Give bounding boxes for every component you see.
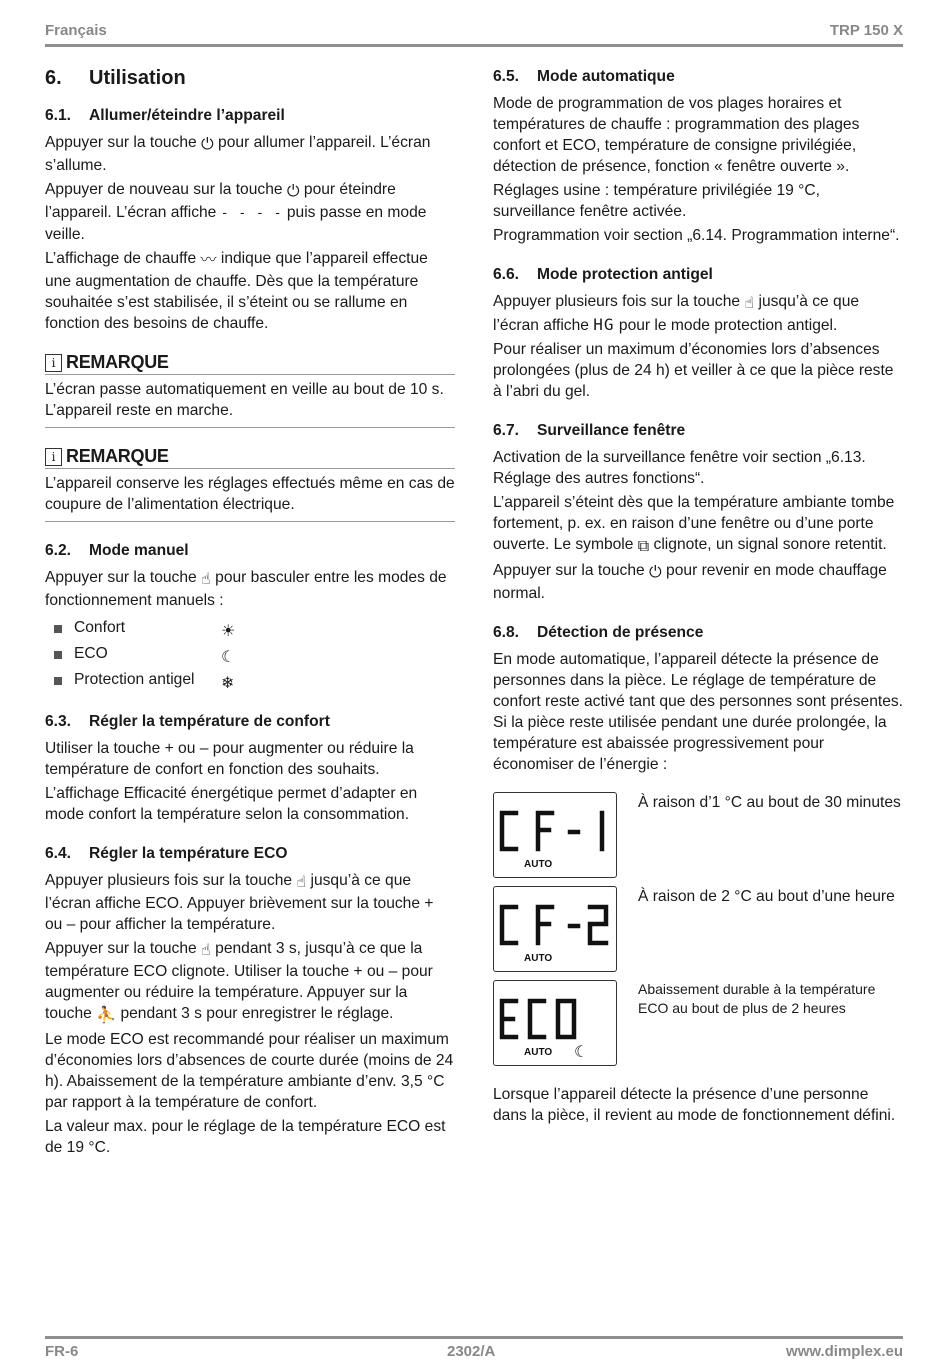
paragraph: Réglages usine : température privilégiée 19 °C, surveillance fenêtre activée.: [493, 182, 820, 220]
power-icon: ⏻: [286, 183, 300, 200]
hand-icon: ☝: [744, 295, 755, 312]
paragraph: Programmation voir section „6.14. Programmation interne“.: [493, 227, 900, 244]
paragraph: Lorsque l’appareil détecte la présence d’une personne dans la pièce, il revient au mode de fonctionnement défini.: [493, 1086, 896, 1124]
page-header: [45, 22, 903, 42]
mode-list: [45, 615, 455, 693]
list-item: ECO ☾: [45, 641, 455, 667]
lcd-display: [493, 886, 617, 972]
lcd-caption: À raison de 2 °C au bout d’une heure: [638, 888, 895, 905]
header-model: TRP 150 X: [829, 22, 903, 39]
paragraph: Utiliser la touche + ou – pour augmenter ou réduire la température de confort en fonction des souhaits.: [45, 740, 414, 778]
paragraph: La valeur max. pour le réglage de la température ECO est de 19 °C.: [45, 1118, 446, 1156]
list-item: Confort ☀: [45, 615, 455, 641]
heading-6-6: [493, 264, 903, 285]
paragraph: Pour réaliser un maximum d’économies lors d’absences prolongées (plus de 24 h) et veiller à ce que la pièce reste à l’abri du gel.: [493, 341, 894, 400]
paragraph: Appuyer sur la touche ☝ pendant 3 s, jusqu’à ce que la température ECO clignote. Utiliser la touche + ou – pour augmenter ou réduire la température. Appuyer sur la touche ⛹ pendant 3 s pour enregistrer le réglage.: [45, 940, 433, 1024]
header-language: Français: [45, 22, 107, 39]
footer-rule: [45, 1336, 903, 1339]
page-footer: [45, 1343, 903, 1363]
open-window-icon: ⧉: [637, 538, 650, 555]
heading-6-8: [493, 622, 903, 643]
note-header: [45, 446, 455, 469]
paragraph: Activation de la surveillance fenêtre voir section „6.13. Réglage des autres fonctions“.: [493, 449, 866, 487]
paragraph: L’appareil s’éteint dès que la température ambiante tombe fortement, p. ex. en raison d’une fenêtre ou d’une porte ouverte. Le symbole ⧉ clignote, un signal sonore retentit.: [493, 494, 895, 555]
heading-text: Mode automatique: [537, 68, 675, 85]
heading-number: 6.4.: [45, 845, 72, 862]
heading-text: Mode manuel: [89, 542, 189, 559]
heading-text: Régler la température de confort: [89, 713, 330, 730]
heading-6-3: [45, 711, 455, 732]
note-box: [45, 446, 455, 522]
lcd-auto-label: AUTO: [524, 1047, 553, 1058]
lcd-code-hg: HG: [593, 315, 615, 334]
hand-icon: ☝: [201, 942, 211, 959]
bullet-square: [54, 677, 62, 685]
paragraph: Mode de programmation de vos plages horaires et températures de chauffe : programmation des plages confort et ECO, température de consigne privilégiée, détection de présence, fonction « fenêtre ouverte ».: [493, 95, 860, 175]
paragraph: L’affichage de chauffe 〰 indique que l’appareil effectue une augmentation de chauffe. Dès que la température souhaitée s’est stabilisée, il s’éteint ou se rallume en fonction des besoins de chauffe.: [45, 250, 428, 332]
right-column: [493, 66, 903, 1129]
heading-number: 6.2.: [45, 542, 72, 559]
lcd-display: [493, 792, 617, 878]
list-item: Protection antigel ❄: [45, 667, 455, 693]
note-title: REMARQUE: [66, 352, 169, 372]
paragraph: Appuyer sur la touche ☝ pour basculer entre les modes de fonctionnement manuels :: [45, 569, 447, 609]
section-title-text: Utilisation: [89, 67, 186, 89]
heading-6-1: [45, 105, 455, 126]
lcd-display-row: [493, 886, 903, 980]
heading-6-5: [493, 66, 903, 87]
moon-icon: ☾: [221, 649, 236, 666]
sun-icon: ☀: [221, 623, 236, 640]
lcd-auto-label: AUTO: [524, 953, 553, 964]
note-title: REMARQUE: [66, 446, 169, 466]
heading-number: 6.7.: [493, 422, 520, 439]
footer-website: www.dimplex.eu: [786, 1343, 903, 1360]
heading-6-7: [493, 420, 903, 441]
power-icon: ⏻: [201, 136, 214, 153]
heading-text: Mode protection antigel: [537, 266, 713, 283]
header-rule: [45, 44, 903, 47]
footer-version: 2302/A: [447, 1343, 496, 1360]
lcd-caption: Abaissement durable à la température ECO au bout de plus de 2 heures: [638, 981, 876, 1016]
info-icon: i: [45, 448, 62, 466]
heading-text: Détection de présence: [537, 624, 704, 641]
section-number: 6.: [45, 67, 62, 89]
paragraph: Le mode ECO est recommandé pour réaliser un maximum d’économies lors d’absences de courte durée (moins de 24 h). Abaissement de la température ambiante d’env. 3,5 °C par rapport à la température de confort.: [45, 1031, 454, 1111]
heading-text: Allumer/éteindre l’appareil: [89, 107, 285, 124]
heating-wave-icon: 〰: [200, 252, 217, 269]
lcd-display-row: [493, 792, 903, 886]
hand-icon: ☝: [201, 571, 211, 588]
note-text: L’écran passe automatiquement en veille au bout de 10 s. L’appareil reste en marche.: [45, 381, 444, 419]
heading-number: 6.6.: [493, 266, 520, 283]
left-column: [45, 66, 455, 1161]
heading-number: 6.5.: [493, 68, 520, 85]
lcd-auto-label: AUTO: [524, 859, 553, 870]
paragraph: Appuyer plusieurs fois sur la touche ☝ jusqu’à ce que l’écran affiche HG pour le mode protection antigel.: [493, 293, 860, 334]
heading-number: 6.1.: [45, 107, 72, 124]
heading-text: Régler la température ECO: [89, 845, 288, 862]
moon-icon: ☾: [574, 1042, 589, 1061]
lcd-display-row: [493, 980, 903, 1074]
note-text: L’appareil conserve les réglages effectués même en cas de coupure de l’alimentation électrique.: [45, 475, 455, 513]
lcd-display: [493, 980, 617, 1066]
heading-text: Surveillance fenêtre: [537, 422, 686, 439]
paragraph: Appuyer sur la touche ⏻ pour revenir en mode chauffage normal.: [493, 562, 887, 602]
hand-icon: ☝: [296, 874, 307, 891]
heading-number: 6.3.: [45, 713, 72, 730]
power-icon: ⏻: [649, 564, 662, 581]
paragraph: Appuyer de nouveau sur la touche ⏻ pour éteindre l’appareil. L’écran affiche - - - - puis passe en mode veille.: [45, 181, 427, 243]
bullet-square: [54, 651, 62, 659]
paragraph: En mode automatique, l’appareil détecte la présence de personnes dans la pièce. Le réglage de température de confort reste activé tant que des personnes sont présentes. Si la pièce reste utilisée pendant une durée prolongée, la température est abaissée progressivement pour économiser de l’énergie :: [493, 651, 904, 773]
note-box: [45, 352, 455, 428]
heading-6-2: [45, 540, 455, 561]
presence-person-icon: ⛹: [96, 1007, 117, 1024]
paragraph: L’affichage Efficacité énergétique permet d’adapter en mode confort la température selon la consommation.: [45, 785, 418, 823]
lcd-caption: À raison d’1 °C au bout de 30 minutes: [638, 794, 901, 811]
heading-6-4: [45, 843, 455, 864]
paragraph: Appuyer plusieurs fois sur la touche ☝ jusqu’à ce que l’écran affiche ECO. Appuyer brièvement sur la touche + ou – pour afficher la température.: [45, 872, 434, 933]
standby-dashes: - - - -: [220, 206, 283, 221]
section-title-6: [45, 68, 455, 89]
heading-number: 6.8.: [493, 624, 520, 641]
snowflake-icon: ❄: [221, 675, 235, 692]
note-header: [45, 352, 455, 375]
paragraph: Appuyer sur la touche ⏻ pour allumer l’appareil. L’écran s’allume.: [45, 134, 431, 174]
info-icon: i: [45, 354, 62, 372]
footer-page-number: FR-6: [45, 1343, 79, 1360]
bullet-square: [54, 625, 62, 633]
